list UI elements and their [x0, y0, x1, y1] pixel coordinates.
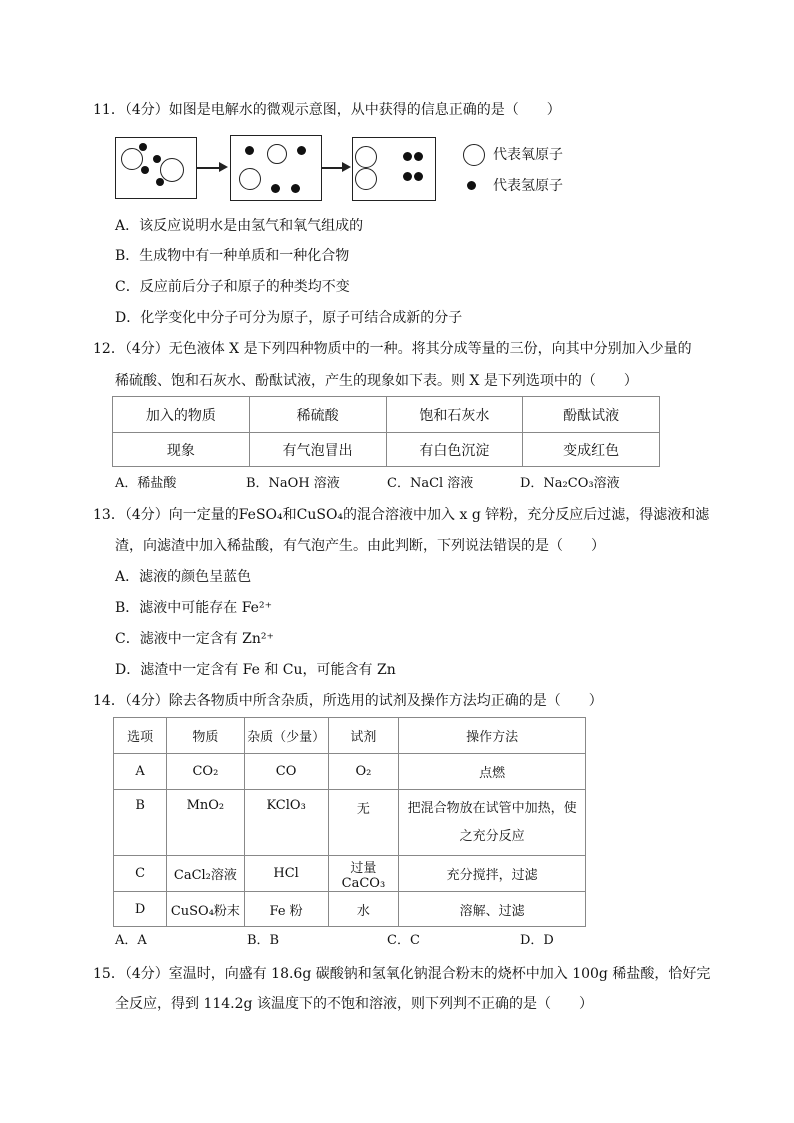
hydrogen-atom	[271, 184, 280, 193]
q12-table	[112, 396, 660, 467]
table-cell: Fe 粉	[244, 892, 328, 927]
table-cell: 酚酞试液	[523, 397, 660, 433]
table-cell: B	[114, 790, 167, 856]
table-cell: 饱和石灰水	[386, 397, 523, 433]
q14-option-d: D．D	[520, 933, 554, 948]
table-cell: HCl	[244, 856, 328, 892]
q14-table-row	[114, 856, 586, 892]
oxygen-atom	[160, 158, 184, 182]
q12-option-b: B．NaOH 溶液	[246, 476, 340, 491]
table-cell: 点燃	[399, 754, 586, 790]
q14-option-b: B．B	[247, 933, 280, 948]
q11-option-d: D．化学变化中分子可分为原子，原子可结合成新的分子	[115, 310, 463, 326]
table-cell: 充分搅拌，过滤	[399, 856, 586, 892]
oxygen-atom	[239, 168, 261, 190]
hydrogen-atom	[139, 143, 147, 151]
q13-option-a: A．滤液的颜色呈蓝色	[115, 569, 252, 585]
q12-option-d: D．Na₂CO₃溶液	[520, 476, 620, 491]
diagram-box-atoms	[230, 135, 322, 201]
q15-stem-line1: 15．（4分）室温时，向盛有 18.6g 碳酸钠和氢氧化钠混合粉末的烧杯中加入 100g 稀盐酸，恰好完	[93, 966, 711, 982]
diagram-box-products	[352, 137, 436, 201]
q12-stem-line1: 12．（4分）无色液体 X 是下列四种物质中的一种。将其分成等量的三份，向其中分别加入少量的	[93, 341, 692, 357]
table-cell: MnO₂	[167, 790, 244, 856]
hydrogen-atom	[245, 146, 254, 155]
table-cell: A	[114, 754, 167, 790]
table-cell: 稀硫酸	[249, 397, 386, 433]
q14-table	[113, 717, 586, 927]
table-cell: 有白色沉淀	[386, 433, 523, 467]
arrow-head	[219, 162, 228, 172]
q14-stem: 14．（4分）除去各物质中所含杂质，所选用的试剂及操作方法均正确的是（ ）	[93, 693, 603, 709]
table-cell: CaCl₂溶液	[167, 856, 244, 892]
q13-option-c: C．滤液中一定含有 Zn²⁺	[115, 631, 274, 647]
table-cell: C	[114, 856, 167, 892]
q13-stem-line2: 渣，向滤渣中加入稀盐酸，有气泡产生。由此判断，下列说法错误的是（ ）	[115, 538, 605, 554]
diagram-box-reactants	[115, 137, 197, 199]
table-cell: 无	[328, 790, 398, 856]
table-cell: 杂质（少量）	[244, 718, 328, 754]
legend-hydrogen-symbol	[467, 181, 476, 190]
q13-option-d: D．滤渣中一定含有 Fe 和 Cu，可能含有 Zn	[115, 662, 396, 678]
legend-oxygen-label: 代表氧原子	[493, 147, 563, 163]
table-cell: 变成红色	[523, 433, 660, 467]
q11-option-b: B．生成物中有一种单质和一种化合物	[115, 248, 350, 264]
hydrogen-atom	[156, 178, 164, 186]
arrow-head	[342, 162, 351, 172]
oxygen-atom	[121, 148, 143, 170]
table-cell: 试剂	[328, 718, 398, 754]
q15-stem-line2: 全反应，得到 114.2g 该温度下的不饱和溶液，则下列判不正确的是（ ）	[115, 996, 593, 1012]
q11-stem: 11．（4分）如图是电解水的微观示意图，从中获得的信息正确的是（ ）	[93, 102, 561, 118]
oxygen-atom	[267, 144, 287, 164]
table-cell: CO₂	[167, 754, 244, 790]
table-cell: O₂	[328, 754, 398, 790]
legend-hydrogen-label: 代表氢原子	[493, 178, 563, 194]
hydrogen-atom	[141, 166, 149, 174]
table-cell: 过量 CaCO₃	[328, 856, 398, 892]
q13-stem-line1: 13．（4分）向一定量的FeSO₄和CuSO₄的混合溶液中加入 x g 锌粉，充分反应后过滤，得滤液和滤	[93, 507, 710, 523]
table-cell: 物质	[167, 718, 244, 754]
hydrogen-atom	[297, 146, 306, 155]
table-cell: 操作方法	[399, 718, 586, 754]
table-cell: 溶解、过滤	[399, 892, 586, 927]
legend-oxygen-symbol	[463, 144, 485, 166]
q12-table-header-row	[113, 397, 660, 433]
arrow	[197, 167, 221, 169]
table-cell: 水	[328, 892, 398, 927]
q14-table-row	[114, 754, 586, 790]
cell-line: 把混合物放在试管中加热，使	[407, 800, 577, 816]
table-cell: 选项	[114, 718, 167, 754]
q12-stem-line2: 稀硫酸、饱和石灰水、酚酞试液，产生的现象如下表。则 X 是下列选项中的（ ）	[115, 373, 638, 389]
q11-option-c: C．反应前后分子和原子的种类均不变	[115, 279, 350, 295]
cell-line: 之充分反应	[459, 828, 525, 844]
table-cell-multiline	[399, 790, 586, 856]
q14-option-c: C．C	[387, 933, 420, 948]
hydrogen-atom	[153, 155, 161, 163]
q14-table-row	[114, 892, 586, 927]
q12-table-row	[113, 433, 660, 467]
table-cell: CO	[244, 754, 328, 790]
q12-option-a: A．稀盐酸	[115, 476, 177, 491]
oxygen-atom	[355, 146, 377, 168]
hydrogen-atom	[403, 172, 412, 181]
q11-option-a: A．该反应说明水是由氢气和氧气组成的	[115, 218, 364, 234]
hydrogen-atom	[291, 184, 300, 193]
arrow	[322, 167, 344, 169]
q13-option-b: B．滤液中可能存在 Fe²⁺	[115, 600, 272, 616]
q12-option-c: C．NaCl 溶液	[387, 476, 474, 491]
table-cell: 有气泡冒出	[249, 433, 386, 467]
hydrogen-atom	[414, 152, 423, 161]
q14-table-header-row	[114, 718, 586, 754]
q14-option-a: A．A	[115, 933, 147, 948]
oxygen-atom	[355, 168, 377, 190]
table-cell: D	[114, 892, 167, 927]
hydrogen-atom	[414, 172, 423, 181]
table-cell: CuSO₄粉末	[167, 892, 244, 927]
q14-table-row	[114, 790, 586, 856]
table-cell: KClO₃	[244, 790, 328, 856]
table-cell: 现象	[113, 433, 250, 467]
hydrogen-atom	[403, 152, 412, 161]
table-cell: 加入的物质	[113, 397, 250, 433]
